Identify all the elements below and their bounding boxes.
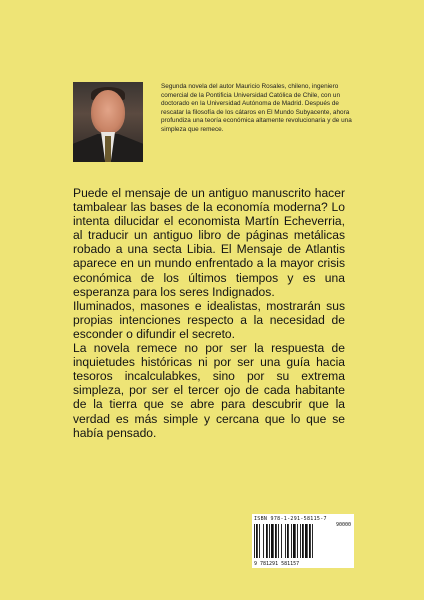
price-code: 90000 (335, 522, 351, 528)
author-bio-text: Segunda novela del autor Mauricio Rosales, chileno, ingeniero comercial de la Pontificia Universidad Católica de Chile, con un doctorado en la Universidad Autónoma de Madrid. Después de rescatar la filosofía de los cátaros en El Mundo Subyacente, ahora profundiza una teoría económica altamente revolucionaria y de una simpleza que remece. (161, 83, 352, 133)
isbn-label: ISBN 978-1-291-58115-7 (254, 516, 327, 522)
synopsis (73, 186, 345, 440)
author-photo (73, 82, 143, 162)
barcode-bars (254, 524, 328, 558)
synopsis-paragraph: Iluminados, masones e idealistas, mostrarán sus propias intenciones respecto a la necesidad de esconder o difundir el secreto. (73, 298, 345, 341)
author-bio (161, 83, 361, 135)
synopsis-paragraph: La novela remece no por ser la respuesta de inquietudes históricas ni por ser una guía hacia tesoros incalculabkes, sino por su extrema simpleza, por ser el tercer ojo de cada habitante de la tierra que se abre para descubrir que la verdad es más simple y cercana que lo que se había pensado. (73, 341, 345, 440)
synopsis-paragraph: Puede el mensaje de un antiguo manuscrito hacer tambalear las bases de la economía moderna? Lo intenta dilucidar el economista Martín Echeverria, al traducir un antiguo libro de páginas metálicas robado a una secta Libia. El Mensaje de Atlantis aparece en un mundo enfrentado a la mayor crisis económica de los últimos tiempos y es una esperanza para los seres Indignados. (73, 186, 345, 299)
isbn-barcode (252, 514, 354, 568)
barcode-digits: 9 781291 581157 (254, 561, 300, 567)
